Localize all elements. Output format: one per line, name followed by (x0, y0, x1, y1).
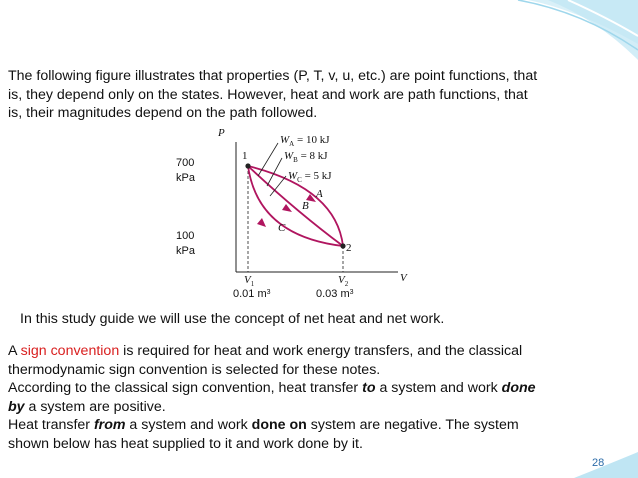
path-c-label: C (278, 222, 286, 234)
path-c-arrow (257, 218, 266, 227)
state-2-point (340, 243, 345, 248)
v1-value: 0.01 $m^3$ (233, 288, 271, 300)
pv-diagram (166, 126, 416, 304)
p-low-unit: kPa (176, 245, 195, 257)
intro-line-2: is, they depend only on the states. However, heat and work are path functions, that (8, 86, 528, 103)
path-a-label: A (316, 188, 323, 200)
work-b-label: $W_B = 8$ kJ (284, 150, 328, 165)
page-number: 28 (592, 457, 605, 469)
convention-line-3: According to the classical sign convention, heat transfer to a system and work done (8, 380, 536, 396)
corner-decoration-bottom (574, 452, 638, 478)
work-a-label: $W_A = 10$ kJ (280, 134, 330, 149)
convention-line-4: by a system are positive. (8, 398, 166, 415)
sign-convention-paragraph (8, 342, 628, 453)
intro-line-1: The following figure illustrates that properties (P, T, v, u, etc.) are point functions, that (8, 68, 538, 84)
work-c-label: $W_C = 5$ kJ (288, 170, 332, 185)
p-axis-label: P (218, 127, 225, 139)
convention-line-6: shown below has heat supplied to it and work done by it. (8, 435, 363, 452)
state-2-label: 2 (346, 242, 352, 254)
study-guide-text: In this study guide we will use the concept of net heat and net work. (20, 311, 445, 327)
state-1-point (245, 163, 250, 168)
convention-line-5: Heat transfer from a system and work done on system are negative. The system (8, 417, 519, 433)
v2-label: $V_2$ (338, 274, 349, 289)
sign-convention-highlight: sign convention (20, 343, 120, 359)
v1-label: $V_1$ (244, 274, 255, 289)
v2-value: 0.03 $m^3$ (316, 288, 354, 300)
p-low-value: 100 (176, 230, 195, 242)
intro-line-3: is, their magnitudes depend on the path followed. (8, 105, 318, 121)
p-high-value: 700 (176, 157, 195, 169)
path-b-label: B (302, 200, 309, 212)
state-1-label: 1 (242, 150, 248, 162)
convention-line-1: A sign convention is required for heat and work energy transfers, and the classical (8, 343, 523, 359)
p-high-unit: kPa (176, 172, 195, 184)
v-axis-label: V (400, 272, 407, 284)
intro-paragraph (8, 67, 628, 123)
convention-line-2: thermodynamic sign convention is selected for these notes. (8, 361, 381, 378)
